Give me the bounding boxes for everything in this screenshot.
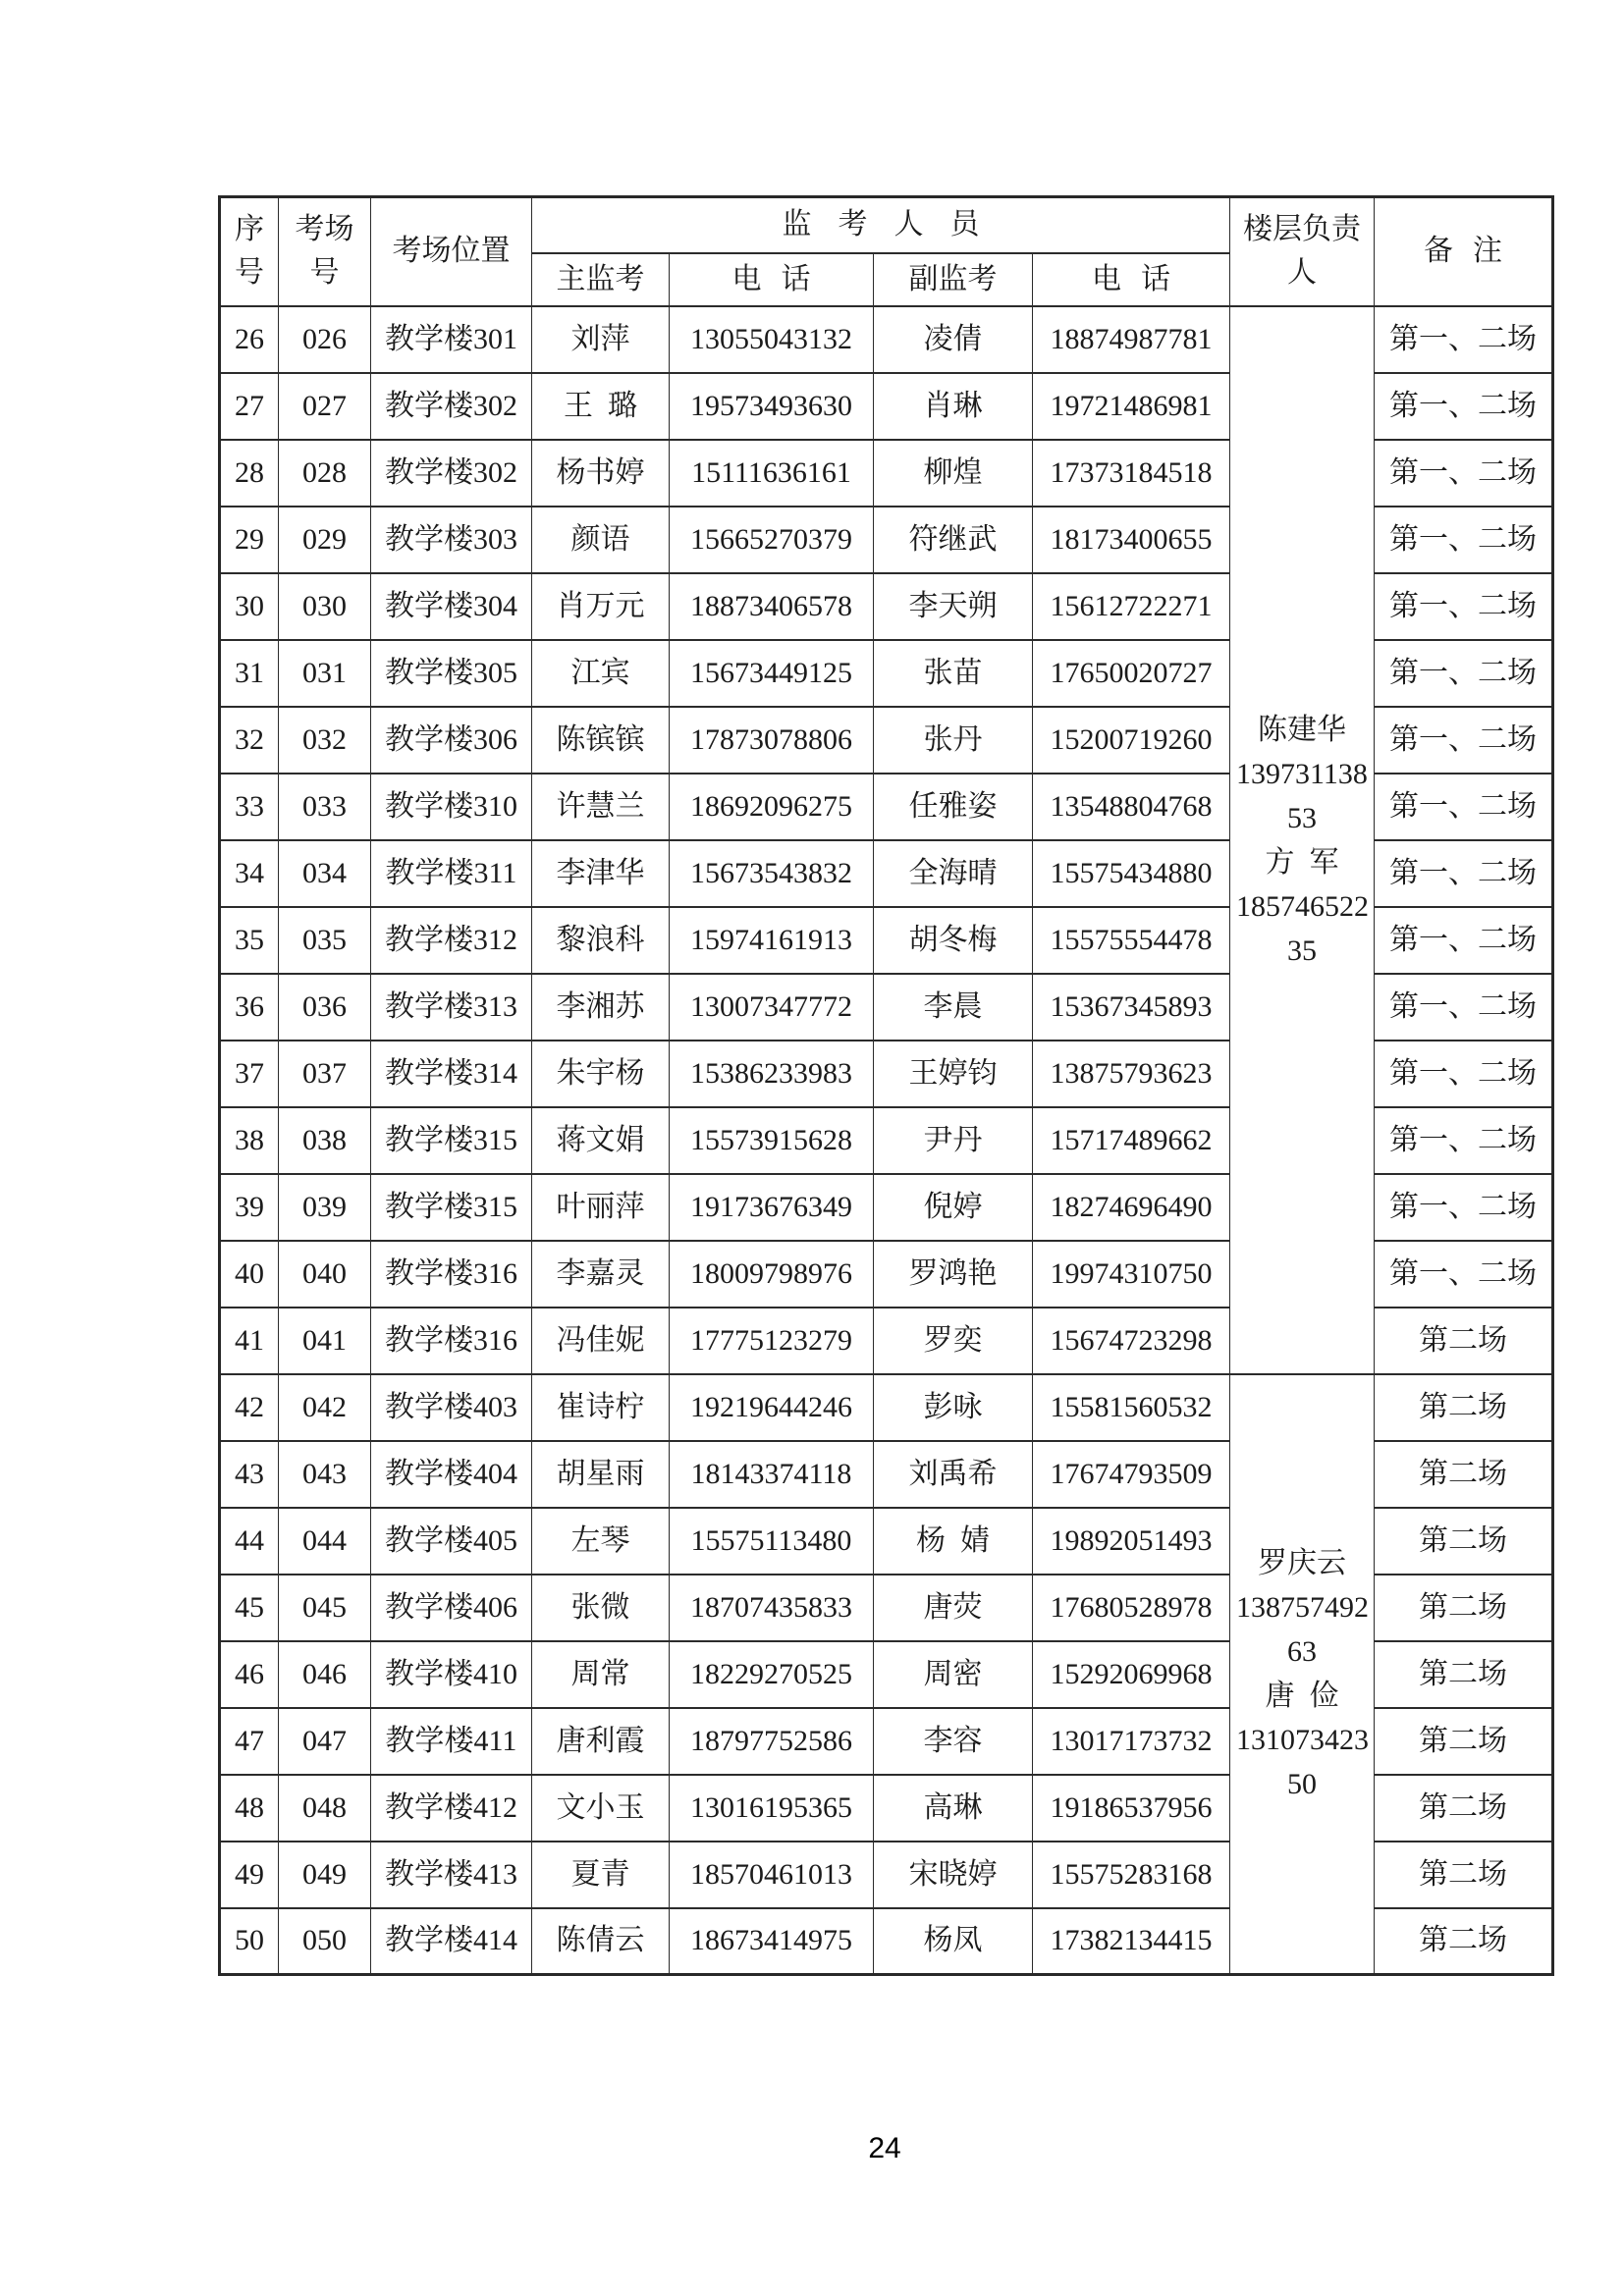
chief-phone: 18707435833 xyxy=(670,1575,874,1641)
floor-manager-cell xyxy=(1230,306,1375,1374)
header-remark xyxy=(1375,197,1553,306)
chief-phone: 15673449125 xyxy=(670,640,874,707)
row-number: 37 xyxy=(220,1041,279,1107)
room-number: 032 xyxy=(279,707,371,774)
header-chief-phone-label: 电话 xyxy=(731,262,831,295)
deputy-phone: 17373184518 xyxy=(1033,440,1230,507)
row-number: 43 xyxy=(220,1441,279,1508)
room-number: 033 xyxy=(279,774,371,840)
remark-cell: 第二场 xyxy=(1375,1441,1553,1508)
row-number: 27 xyxy=(220,373,279,440)
deputy-invigilator: 彭咏 xyxy=(874,1374,1033,1441)
room-number: 045 xyxy=(279,1575,371,1641)
room-number: 026 xyxy=(279,306,371,373)
room-number: 028 xyxy=(279,440,371,507)
room-number: 047 xyxy=(279,1708,371,1775)
remark-cell: 第二场 xyxy=(1375,1641,1553,1708)
chief-invigilator: 刘萍 xyxy=(532,306,670,373)
room-location: 教学楼411 xyxy=(371,1708,532,1775)
chief-phone: 18873406578 xyxy=(670,573,874,640)
deputy-phone: 13548804768 xyxy=(1033,774,1230,840)
deputy-invigilator: 李天朔 xyxy=(874,573,1033,640)
header-deputy-invigilator: 副监考 xyxy=(874,253,1033,306)
chief-phone: 15386233983 xyxy=(670,1041,874,1107)
chief-invigilator: 颜语 xyxy=(532,507,670,573)
header-deputy-phone xyxy=(1033,253,1230,306)
remark-cell: 第二场 xyxy=(1375,1708,1553,1775)
deputy-phone: 15575434880 xyxy=(1033,840,1230,907)
remark-cell: 第一、二场 xyxy=(1375,440,1553,507)
room-location: 教学楼315 xyxy=(371,1174,532,1241)
room-number: 050 xyxy=(279,1908,371,1975)
chief-phone: 18797752586 xyxy=(670,1708,874,1775)
room-location: 教学楼305 xyxy=(371,640,532,707)
row-number: 39 xyxy=(220,1174,279,1241)
header-chief-phone xyxy=(670,253,874,306)
deputy-invigilator: 李晨 xyxy=(874,974,1033,1041)
chief-invigilator: 崔诗柠 xyxy=(532,1374,670,1441)
chief-invigilator: 叶丽萍 xyxy=(532,1174,670,1241)
row-number: 42 xyxy=(220,1374,279,1441)
row-number: 41 xyxy=(220,1308,279,1374)
deputy-invigilator: 张丹 xyxy=(874,707,1033,774)
remark-cell: 第二场 xyxy=(1375,1575,1553,1641)
room-location: 教学楼312 xyxy=(371,907,532,974)
header-room-location: 考场位置 xyxy=(371,197,532,306)
room-location: 教学楼405 xyxy=(371,1508,532,1575)
remark-cell: 第一、二场 xyxy=(1375,1107,1553,1174)
remark-cell: 第一、二场 xyxy=(1375,774,1553,840)
chief-phone: 15573915628 xyxy=(670,1107,874,1174)
deputy-invigilator: 杨 婧 xyxy=(874,1508,1033,1575)
chief-invigilator: 李津华 xyxy=(532,840,670,907)
chief-invigilator: 陈倩云 xyxy=(532,1908,670,1975)
deputy-invigilator: 罗鸿艳 xyxy=(874,1241,1033,1308)
floor-manager-line: 185746522 xyxy=(1236,889,1369,923)
floor-manager-line: 唐 俭 xyxy=(1265,1680,1339,1713)
deputy-invigilator: 肖琳 xyxy=(874,373,1033,440)
deputy-invigilator: 唐荧 xyxy=(874,1575,1033,1641)
room-location: 教学楼302 xyxy=(371,440,532,507)
room-number: 035 xyxy=(279,907,371,974)
row-number: 48 xyxy=(220,1775,279,1842)
row-number: 30 xyxy=(220,573,279,640)
room-location: 教学楼315 xyxy=(371,1107,532,1174)
chief-phone: 18229270525 xyxy=(670,1641,874,1708)
chief-phone: 18009798976 xyxy=(670,1241,874,1308)
room-number: 040 xyxy=(279,1241,371,1308)
remark-cell: 第二场 xyxy=(1375,1374,1553,1441)
room-number: 046 xyxy=(279,1641,371,1708)
deputy-invigilator: 胡冬梅 xyxy=(874,907,1033,974)
deputy-phone: 17650020727 xyxy=(1033,640,1230,707)
room-location: 教学楼302 xyxy=(371,373,532,440)
floor-manager-line: 方 军 xyxy=(1265,845,1339,879)
deputy-invigilator: 符继武 xyxy=(874,507,1033,573)
remark-cell: 第一、二场 xyxy=(1375,707,1553,774)
table-header xyxy=(220,197,1553,306)
room-number: 039 xyxy=(279,1174,371,1241)
chief-phone: 19219644246 xyxy=(670,1374,874,1441)
chief-phone: 17775123279 xyxy=(670,1308,874,1374)
header-serial-number: 序号 xyxy=(220,197,279,306)
chief-phone: 18570461013 xyxy=(670,1842,874,1908)
room-number: 036 xyxy=(279,974,371,1041)
deputy-phone: 15717489662 xyxy=(1033,1107,1230,1174)
deputy-invigilator: 凌倩 xyxy=(874,306,1033,373)
deputy-phone: 19892051493 xyxy=(1033,1508,1230,1575)
row-number: 50 xyxy=(220,1908,279,1975)
room-number: 043 xyxy=(279,1441,371,1508)
row-number: 33 xyxy=(220,774,279,840)
row-number: 47 xyxy=(220,1708,279,1775)
room-location: 教学楼316 xyxy=(371,1241,532,1308)
row-number: 26 xyxy=(220,306,279,373)
header-invigilators-group xyxy=(532,197,1230,253)
chief-invigilator: 蒋文娟 xyxy=(532,1107,670,1174)
floor-manager-line: 138757492 xyxy=(1236,1591,1369,1625)
room-location: 教学楼313 xyxy=(371,974,532,1041)
row-number: 44 xyxy=(220,1508,279,1575)
deputy-phone: 19186537956 xyxy=(1033,1775,1230,1842)
invigilator-roster-table xyxy=(218,195,1554,1976)
remark-cell: 第二场 xyxy=(1375,1842,1553,1908)
chief-invigilator: 江宾 xyxy=(532,640,670,707)
deputy-invigilator: 周密 xyxy=(874,1641,1033,1708)
deputy-phone: 15674723298 xyxy=(1033,1308,1230,1374)
room-number: 044 xyxy=(279,1508,371,1575)
floor-manager-line: 63 xyxy=(1287,1635,1317,1669)
floor-manager-line: 50 xyxy=(1287,1768,1317,1801)
page-number: 24 xyxy=(868,2132,901,2164)
room-location: 教学楼303 xyxy=(371,507,532,573)
row-number: 40 xyxy=(220,1241,279,1308)
room-number: 038 xyxy=(279,1107,371,1174)
chief-invigilator: 朱宇杨 xyxy=(532,1041,670,1107)
row-number: 28 xyxy=(220,440,279,507)
chief-phone: 15974161913 xyxy=(670,907,874,974)
deputy-phone: 18274696490 xyxy=(1033,1174,1230,1241)
room-number: 041 xyxy=(279,1308,371,1374)
deputy-invigilator: 张苗 xyxy=(874,640,1033,707)
room-number: 027 xyxy=(279,373,371,440)
remark-cell: 第一、二场 xyxy=(1375,974,1553,1041)
chief-invigilator: 周常 xyxy=(532,1641,670,1708)
chief-phone: 13007347772 xyxy=(670,974,874,1041)
floor-manager-line: 131073423 xyxy=(1236,1724,1369,1757)
chief-phone: 18673414975 xyxy=(670,1908,874,1975)
chief-invigilator: 肖万元 xyxy=(532,573,670,640)
deputy-phone: 15575554478 xyxy=(1033,907,1230,974)
deputy-phone: 13875793623 xyxy=(1033,1041,1230,1107)
row-number: 36 xyxy=(220,974,279,1041)
remark-cell: 第一、二场 xyxy=(1375,1174,1553,1241)
chief-invigilator: 李湘苏 xyxy=(532,974,670,1041)
floor-manager-line: 53 xyxy=(1287,801,1317,834)
floor-manager-line: 陈建华 xyxy=(1258,713,1346,746)
deputy-invigilator: 宋晓婷 xyxy=(874,1842,1033,1908)
room-number: 029 xyxy=(279,507,371,573)
deputy-phone: 19974310750 xyxy=(1033,1241,1230,1308)
deputy-invigilator: 刘禹希 xyxy=(874,1441,1033,1508)
remark-cell: 第一、二场 xyxy=(1375,640,1553,707)
remark-cell: 第二场 xyxy=(1375,1508,1553,1575)
room-location: 教学楼413 xyxy=(371,1842,532,1908)
row-number: 35 xyxy=(220,907,279,974)
room-location: 教学楼406 xyxy=(371,1575,532,1641)
room-number: 048 xyxy=(279,1775,371,1842)
chief-invigilator: 王 璐 xyxy=(532,373,670,440)
row-number: 32 xyxy=(220,707,279,774)
room-number: 031 xyxy=(279,640,371,707)
row-number: 46 xyxy=(220,1641,279,1708)
chief-invigilator: 左琴 xyxy=(532,1508,670,1575)
header-floor-manager: 楼层负责人 xyxy=(1230,197,1375,306)
room-location: 教学楼410 xyxy=(371,1641,532,1708)
remark-cell: 第一、二场 xyxy=(1375,907,1553,974)
deputy-phone: 15292069968 xyxy=(1033,1641,1230,1708)
remark-cell: 第一、二场 xyxy=(1375,507,1553,573)
room-location: 教学楼310 xyxy=(371,774,532,840)
deputy-phone: 18874987781 xyxy=(1033,306,1230,373)
deputy-phone: 15200719260 xyxy=(1033,707,1230,774)
deputy-invigilator: 罗奕 xyxy=(874,1308,1033,1374)
room-location: 教学楼311 xyxy=(371,840,532,907)
chief-invigilator: 张微 xyxy=(532,1575,670,1641)
chief-invigilator: 杨书婷 xyxy=(532,440,670,507)
deputy-invigilator: 倪婷 xyxy=(874,1174,1033,1241)
header-room-number: 考场号 xyxy=(279,197,371,306)
row-number: 29 xyxy=(220,507,279,573)
remark-cell: 第二场 xyxy=(1375,1908,1553,1975)
deputy-phone: 15575283168 xyxy=(1033,1842,1230,1908)
chief-phone: 13016195365 xyxy=(670,1775,874,1842)
row-number: 45 xyxy=(220,1575,279,1641)
header-chief-invigilator: 主监考 xyxy=(532,253,670,306)
floor-manager-line: 罗庆云 xyxy=(1258,1547,1346,1580)
chief-invigilator: 冯佳妮 xyxy=(532,1308,670,1374)
chief-invigilator: 许慧兰 xyxy=(532,774,670,840)
remark-cell: 第一、二场 xyxy=(1375,840,1553,907)
chief-phone: 19573493630 xyxy=(670,373,874,440)
chief-phone: 19173676349 xyxy=(670,1174,874,1241)
chief-invigilator: 李嘉灵 xyxy=(532,1241,670,1308)
header-invigilators-group-label: 监考人员 xyxy=(782,208,1006,241)
chief-invigilator: 文小玉 xyxy=(532,1775,670,1842)
remark-cell: 第二场 xyxy=(1375,1775,1553,1842)
room-number: 042 xyxy=(279,1374,371,1441)
table-row xyxy=(220,1374,1553,1441)
deputy-invigilator: 任雅姿 xyxy=(874,774,1033,840)
deputy-phone: 17680528978 xyxy=(1033,1575,1230,1641)
chief-invigilator: 黎浪科 xyxy=(532,907,670,974)
table-row xyxy=(220,306,1553,373)
room-number: 037 xyxy=(279,1041,371,1107)
floor-manager-line: 139731138 xyxy=(1236,757,1368,790)
deputy-phone: 13017173732 xyxy=(1033,1708,1230,1775)
deputy-invigilator: 李容 xyxy=(874,1708,1033,1775)
header-deputy-phone-label: 电话 xyxy=(1092,262,1190,295)
room-location: 教学楼412 xyxy=(371,1775,532,1842)
chief-invigilator: 夏青 xyxy=(532,1842,670,1908)
deputy-phone: 19721486981 xyxy=(1033,373,1230,440)
chief-phone: 15111636161 xyxy=(670,440,874,507)
chief-phone: 17873078806 xyxy=(670,707,874,774)
room-location: 教学楼414 xyxy=(371,1908,532,1975)
deputy-invigilator: 柳煌 xyxy=(874,440,1033,507)
deputy-phone: 15612722271 xyxy=(1033,573,1230,640)
deputy-phone: 18173400655 xyxy=(1033,507,1230,573)
room-location: 教学楼404 xyxy=(371,1441,532,1508)
room-location: 教学楼304 xyxy=(371,573,532,640)
deputy-invigilator: 杨凤 xyxy=(874,1908,1033,1975)
chief-invigilator: 胡星雨 xyxy=(532,1441,670,1508)
chief-phone: 15665270379 xyxy=(670,507,874,573)
remark-cell: 第一、二场 xyxy=(1375,306,1553,373)
deputy-phone: 15367345893 xyxy=(1033,974,1230,1041)
deputy-phone: 17382134415 xyxy=(1033,1908,1230,1975)
room-number: 049 xyxy=(279,1842,371,1908)
room-location: 教学楼301 xyxy=(371,306,532,373)
chief-phone: 15673543832 xyxy=(670,840,874,907)
chief-phone: 18692096275 xyxy=(670,774,874,840)
room-location: 教学楼306 xyxy=(371,707,532,774)
deputy-invigilator: 尹丹 xyxy=(874,1107,1033,1174)
remark-cell: 第一、二场 xyxy=(1375,373,1553,440)
room-number: 030 xyxy=(279,573,371,640)
remark-cell: 第一、二场 xyxy=(1375,573,1553,640)
room-location: 教学楼316 xyxy=(371,1308,532,1374)
header-remark-label: 备注 xyxy=(1424,235,1522,268)
remark-cell: 第一、二场 xyxy=(1375,1041,1553,1107)
row-number: 49 xyxy=(220,1842,279,1908)
room-location: 教学楼403 xyxy=(371,1374,532,1441)
chief-phone: 18143374118 xyxy=(670,1441,874,1508)
remark-cell: 第二场 xyxy=(1375,1308,1553,1374)
room-number: 034 xyxy=(279,840,371,907)
row-number: 31 xyxy=(220,640,279,707)
room-location: 教学楼314 xyxy=(371,1041,532,1107)
deputy-phone: 15581560532 xyxy=(1033,1374,1230,1441)
floor-manager-line: 35 xyxy=(1287,934,1317,967)
chief-invigilator: 唐利霞 xyxy=(532,1708,670,1775)
table-body xyxy=(220,306,1553,1975)
deputy-invigilator: 王婷钧 xyxy=(874,1041,1033,1107)
deputy-phone: 17674793509 xyxy=(1033,1441,1230,1508)
deputy-invigilator: 高琳 xyxy=(874,1775,1033,1842)
chief-phone: 13055043132 xyxy=(670,306,874,373)
row-number: 38 xyxy=(220,1107,279,1174)
deputy-invigilator: 全海晴 xyxy=(874,840,1033,907)
remark-cell: 第一、二场 xyxy=(1375,1241,1553,1308)
floor-manager-cell xyxy=(1230,1374,1375,1975)
chief-phone: 15575113480 xyxy=(670,1508,874,1575)
chief-invigilator: 陈镔镔 xyxy=(532,707,670,774)
row-number: 34 xyxy=(220,840,279,907)
